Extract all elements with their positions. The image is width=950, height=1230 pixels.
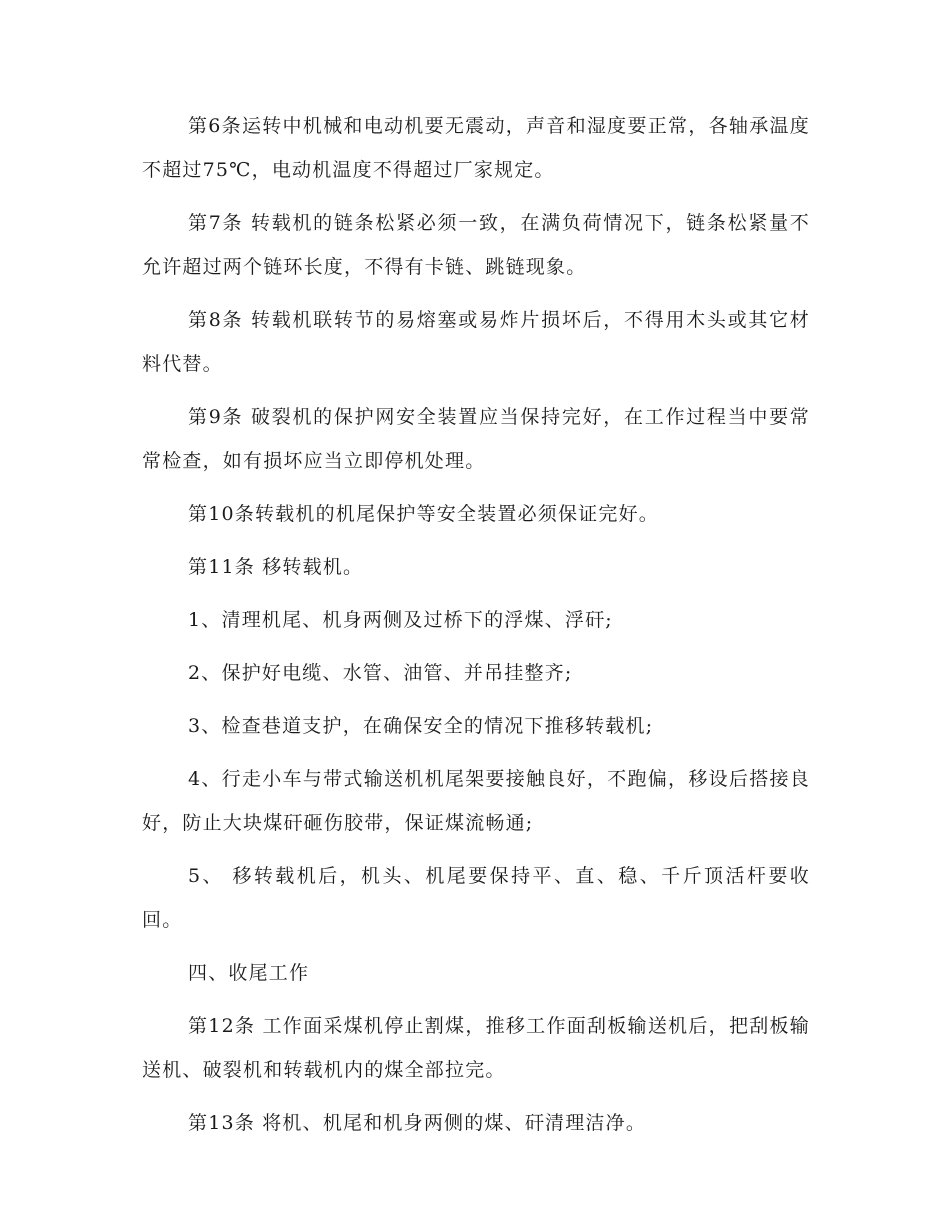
- paragraph-article-11: 第11条 移转载机。: [188, 556, 364, 578]
- list-item-3: 3、检查巷道支护，在确保安全的情况下推移转载机;: [188, 715, 654, 737]
- paragraph-article-8: 第8条 转载机联转节的易熔塞或易炸片损坏后，不得用木头或其它材料代替。: [142, 309, 810, 375]
- paragraph-article-10: 第10条转载机的机尾保护等安全装置必须保证完好。: [188, 503, 659, 525]
- paragraph-article-7: 第7条 转载机的链条松紧必须一致，在满负荷情况下，链条松紧量不允许超过两个链环长度，不得有卡链、跳链现象。: [142, 212, 810, 278]
- paragraph-article-13: 第13条 将机、机尾和机身两侧的煤、矸清理洁净。: [188, 1112, 647, 1134]
- document-body: [142, 104, 810, 1154]
- list-item-2: 2、保护好电缆、水管、油管、并吊挂整齐;: [188, 662, 573, 684]
- list-item-5: 5、 移转载机后，机头、机尾要保持平、直、稳、千斤顶活杆要收回。: [142, 865, 810, 931]
- paragraph-article-9: 第9条 破裂机的保护网安全装置应当保持完好，在工作过程当中要常常检查，如有损坏应当立即停机处理。: [142, 406, 810, 472]
- list-item-1: 1、清理机尾、机身两侧及过桥下的浮煤、浮矸;: [188, 609, 613, 631]
- paragraph-article-6: 第6条运转中机械和电动机要无震动，声音和湿度要正常，各轴承温度不超过75℃，电动机温度不得超过厂家规定。: [142, 115, 810, 181]
- paragraph-article-12: 第12条 工作面采煤机停止割煤，推移工作面刮板输送机后，把刮板输送机、破裂机和转载机内的煤全部拉完。: [142, 1015, 810, 1081]
- section-heading: 四、收尾工作: [188, 962, 310, 984]
- list-item-4: 4、行走小车与带式输送机机尾架要接触良好，不跑偏，移设后搭接良好，防止大块煤矸砸伤胶带，保证煤流畅通;: [142, 768, 810, 834]
